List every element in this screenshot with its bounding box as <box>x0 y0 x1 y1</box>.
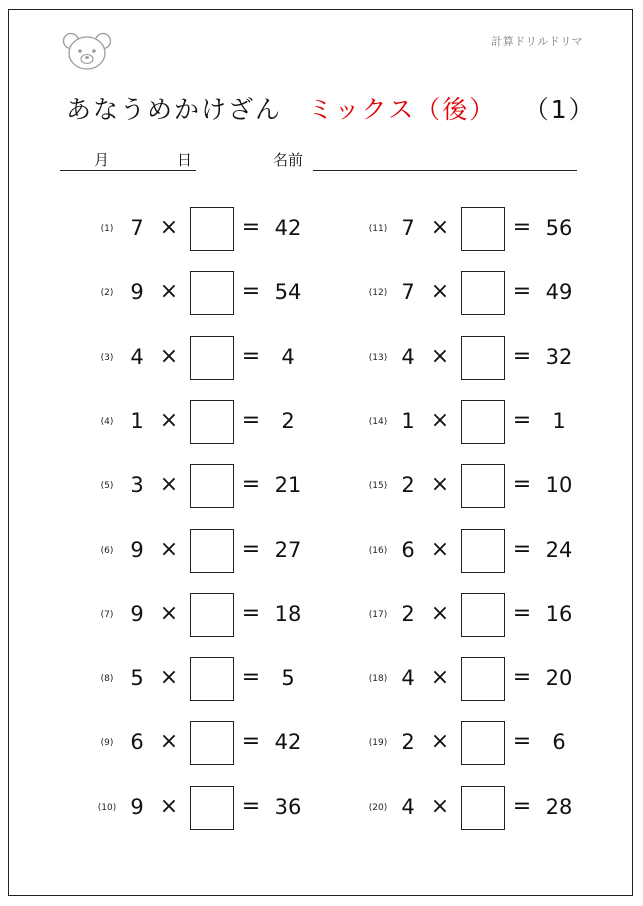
multiplicand: 4 <box>401 666 415 691</box>
product-value: 21 <box>274 473 302 498</box>
problem-number: (4) <box>100 416 114 427</box>
product-value: 4 <box>281 344 295 369</box>
problem-row <box>363 400 583 446</box>
times-sign: × <box>159 279 179 305</box>
problem-row <box>363 271 583 317</box>
title-main: あなうめかけざん <box>66 95 283 124</box>
problem-row <box>363 207 583 253</box>
month-label: 月 <box>94 151 110 169</box>
equals-sign: = <box>241 536 261 562</box>
times-sign: × <box>430 215 450 240</box>
title-number: （1） <box>536 95 596 124</box>
times-sign: × <box>159 600 179 626</box>
problem-row <box>363 786 583 832</box>
day-label: 日 <box>177 151 193 169</box>
times-sign: × <box>430 343 450 369</box>
equals-sign: = <box>241 665 261 691</box>
product-value: 24 <box>545 537 573 562</box>
times-sign: × <box>430 279 450 305</box>
multiplicand: 9 <box>130 537 144 562</box>
problem-row <box>92 207 312 253</box>
answer-box[interactable] <box>190 207 234 251</box>
equals-sign: = <box>512 279 532 305</box>
problem-row <box>363 464 583 510</box>
equals-sign: = <box>512 407 532 433</box>
answer-box[interactable] <box>190 593 234 637</box>
problem-number: (5) <box>100 481 114 492</box>
product-value: 36 <box>274 794 302 819</box>
product-value: 18 <box>274 601 302 626</box>
problem-number: (13) <box>368 352 388 363</box>
brand-label: 計算ドリルドリマ <box>491 35 583 48</box>
problem-number: (3) <box>100 352 114 363</box>
multiplicand: 4 <box>401 794 415 819</box>
answer-box[interactable] <box>190 529 234 573</box>
date-field[interactable] <box>60 170 196 171</box>
times-sign: × <box>159 665 179 691</box>
answer-box[interactable] <box>461 271 505 315</box>
problem-number: (17) <box>368 609 388 620</box>
multiplicand: 2 <box>401 601 415 626</box>
equals-sign: = <box>241 407 261 433</box>
times-sign: × <box>159 793 179 819</box>
answer-box[interactable] <box>190 400 234 444</box>
equals-sign: = <box>512 472 532 498</box>
product-value: 32 <box>545 344 573 369</box>
product-value: 16 <box>545 601 573 626</box>
multiplicand: 6 <box>401 537 415 562</box>
multiplicand: 1 <box>401 408 415 433</box>
multiplicand: 9 <box>130 601 144 626</box>
multiplicand: 7 <box>130 216 144 240</box>
problem-number: (14) <box>368 416 388 427</box>
answer-box[interactable] <box>461 400 505 444</box>
problem-row <box>92 271 312 317</box>
equals-sign: = <box>241 343 261 369</box>
problem-number: (8) <box>100 674 114 685</box>
equals-sign: = <box>241 729 261 755</box>
problem-number: (7) <box>100 609 114 620</box>
equals-sign: = <box>241 600 261 626</box>
problem-number: (11) <box>368 224 388 234</box>
answer-box[interactable] <box>190 786 234 830</box>
product-value: 27 <box>274 537 302 562</box>
answer-box[interactable] <box>461 336 505 380</box>
page-title <box>66 90 596 126</box>
name-label: 名前 <box>273 151 304 169</box>
product-value: 54 <box>274 280 302 305</box>
multiplicand: 9 <box>130 280 144 305</box>
equals-sign: = <box>512 536 532 562</box>
problem-number: (12) <box>368 288 388 299</box>
equals-sign: = <box>512 600 532 626</box>
equals-sign: = <box>512 215 532 240</box>
times-sign: × <box>430 665 450 691</box>
multiplicand: 6 <box>130 730 144 755</box>
answer-box[interactable] <box>461 786 505 830</box>
problem-row <box>92 786 312 832</box>
answer-box[interactable] <box>190 464 234 508</box>
multiplicand: 5 <box>130 666 144 691</box>
multiplicand: 4 <box>401 344 415 369</box>
product-value: 42 <box>274 216 302 240</box>
equals-sign: = <box>512 793 532 819</box>
multiplicand: 7 <box>401 216 415 240</box>
product-value: 49 <box>545 280 573 305</box>
multiplicand: 2 <box>401 730 415 755</box>
answer-box[interactable] <box>190 271 234 315</box>
problem-number: (6) <box>100 545 114 556</box>
equals-sign: = <box>512 729 532 755</box>
answer-box[interactable] <box>461 721 505 765</box>
problem-number: (1) <box>100 224 114 234</box>
product-value: 56 <box>545 216 573 240</box>
answer-box[interactable] <box>461 657 505 701</box>
times-sign: × <box>430 407 450 433</box>
multiplicand: 3 <box>130 473 144 498</box>
problem-number: (16) <box>368 545 388 556</box>
multiplicand: 4 <box>130 344 144 369</box>
product-value: 5 <box>281 666 295 691</box>
equals-sign: = <box>241 793 261 819</box>
problem-number: (10) <box>97 802 117 813</box>
times-sign: × <box>159 407 179 433</box>
problem-row <box>92 593 312 639</box>
product-value: 2 <box>281 408 295 433</box>
times-sign: × <box>430 472 450 498</box>
problem-row <box>363 657 583 703</box>
product-value: 42 <box>274 730 302 755</box>
answer-box[interactable] <box>461 464 505 508</box>
problem-number: (2) <box>100 288 114 299</box>
answer-box[interactable] <box>190 336 234 380</box>
problem-row <box>92 464 312 510</box>
name-field[interactable] <box>313 170 577 171</box>
multiplicand: 7 <box>401 280 415 305</box>
product-value: 20 <box>545 666 573 691</box>
times-sign: × <box>430 536 450 562</box>
times-sign: × <box>159 729 179 755</box>
problem-number: (15) <box>368 481 388 492</box>
times-sign: × <box>159 215 179 240</box>
problem-row <box>92 721 312 767</box>
times-sign: × <box>159 343 179 369</box>
equals-sign: = <box>241 215 261 240</box>
times-sign: × <box>430 600 450 626</box>
times-sign: × <box>430 793 450 819</box>
problem-row <box>92 336 312 382</box>
multiplicand: 2 <box>401 473 415 498</box>
answer-box[interactable] <box>461 207 505 251</box>
problem-row <box>363 529 583 575</box>
answer-box[interactable] <box>190 657 234 701</box>
product-value: 6 <box>552 730 566 755</box>
product-value: 10 <box>545 473 573 498</box>
problem-number: (19) <box>368 738 388 749</box>
problem-row <box>92 400 312 446</box>
times-sign: × <box>159 472 179 498</box>
equals-sign: = <box>241 279 261 305</box>
equals-sign: = <box>512 343 532 369</box>
problem-number: (18) <box>368 674 388 685</box>
answer-box[interactable] <box>190 721 234 765</box>
product-value: 1 <box>552 408 566 433</box>
problem-row <box>363 336 583 382</box>
problem-number: (20) <box>368 802 388 813</box>
times-sign: × <box>430 729 450 755</box>
equals-sign: = <box>512 665 532 691</box>
problem-number: (9) <box>100 738 114 749</box>
answer-box[interactable] <box>461 529 505 573</box>
bear-face-icon <box>62 32 112 72</box>
equals-sign: = <box>241 472 261 498</box>
problem-row <box>363 721 583 767</box>
multiplicand: 9 <box>130 794 144 819</box>
product-value: 28 <box>545 794 573 819</box>
title-accent: ミックス（後） <box>308 95 497 124</box>
times-sign: × <box>159 536 179 562</box>
problem-row <box>92 657 312 703</box>
problem-row <box>92 529 312 575</box>
multiplicand: 1 <box>130 408 144 433</box>
problem-row <box>363 593 583 639</box>
answer-box[interactable] <box>461 593 505 637</box>
